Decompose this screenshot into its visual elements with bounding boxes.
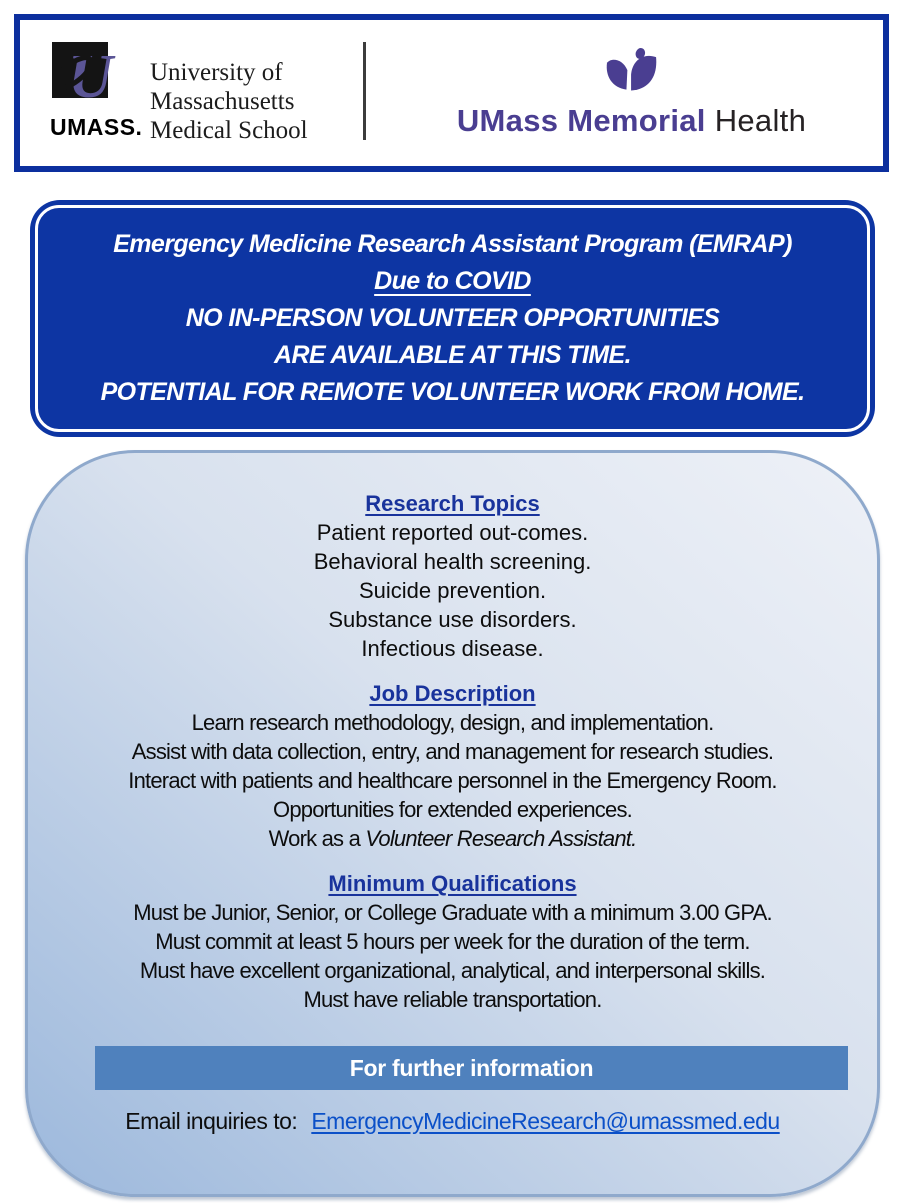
umass-medical-school-logo: [50, 42, 350, 146]
umass-logo-mark: [50, 42, 150, 146]
list-item: Patient reported out-comes.: [316, 520, 589, 545]
umass-u-icon: [52, 42, 122, 111]
job-description-heading: Job Description: [369, 681, 536, 706]
research-topics-heading: Research Topics: [365, 491, 540, 516]
list-item: Must have reliable transportation.: [303, 987, 602, 1012]
memorial-health-name-light: Health: [714, 103, 807, 138]
umass-wordmark: UMASS.: [50, 114, 143, 140]
list-item: Interact with patients and healthcare personnel in the Emergency Room.: [128, 768, 777, 793]
umass-memorial-health-logo: [380, 20, 883, 166]
list-item: Must have excellent organizational, analytical, and interpersonal skills.: [139, 958, 766, 983]
email-link[interactable]: EmergencyMedicineResearch@umassmed.edu: [311, 1108, 780, 1134]
email-inquiries-row: [28, 1106, 877, 1136]
covid-notice-box: [30, 200, 875, 437]
header-logo-bar: [14, 14, 889, 172]
notice-line: POTENTIAL FOR REMOTE VOLUNTEER WORK FROM HOME.: [100, 378, 805, 406]
section-minimum-qualifications: [28, 869, 877, 1014]
email-label: Email inquiries to:: [125, 1108, 298, 1134]
list-item: Learn research methodology, design, and implementation.: [191, 710, 714, 735]
medical-school-name-line: University of: [150, 59, 283, 86]
section-job-description: [28, 679, 877, 853]
work-line-prefix: Work as a: [268, 826, 366, 851]
minimum-qualifications-heading: Minimum Qualifications: [328, 871, 577, 896]
further-information-banner: For further information: [95, 1046, 848, 1090]
tulip-icon: [603, 47, 661, 97]
notice-line: ARE AVAILABLE AT THIS TIME.: [274, 341, 631, 369]
medical-school-name-line: Medical School: [150, 117, 308, 144]
list-item: Assist with data collection, entry, and management for research studies.: [131, 739, 774, 764]
svg-text:U: U: [68, 43, 113, 111]
logo-divider: [363, 42, 366, 140]
memorial-health-name-bold: UMass Memorial: [456, 103, 706, 138]
section-research-topics: [28, 489, 877, 663]
notice-subtitle: Due to COVID: [374, 267, 531, 295]
list-item: Must be Junior, Senior, or College Graduate with a minimum 3.00 GPA.: [133, 900, 772, 925]
list-item: Substance use disorders.: [328, 607, 577, 632]
list-item: Must commit at least 5 hours per week for the duration of the term.: [155, 929, 750, 954]
list-item: Suicide prevention.: [358, 578, 547, 603]
memorial-health-name: [457, 103, 806, 139]
medical-school-name: [150, 42, 308, 145]
work-line-role: Volunteer Research Assistant.: [365, 826, 637, 851]
list-item: [28, 824, 877, 853]
list-item: Behavioral health screening.: [313, 549, 592, 574]
list-item: Infectious disease.: [361, 636, 544, 661]
program-details-card: [25, 450, 880, 1197]
list-item: Opportunities for extended experiences.: [273, 797, 632, 822]
program-title: Emergency Medicine Research Assistant Program (EMRAP): [113, 230, 792, 258]
medical-school-name-line: Massachusetts: [150, 88, 295, 115]
notice-line: NO IN-PERSON VOLUNTEER OPPORTUNITIES: [185, 304, 720, 332]
